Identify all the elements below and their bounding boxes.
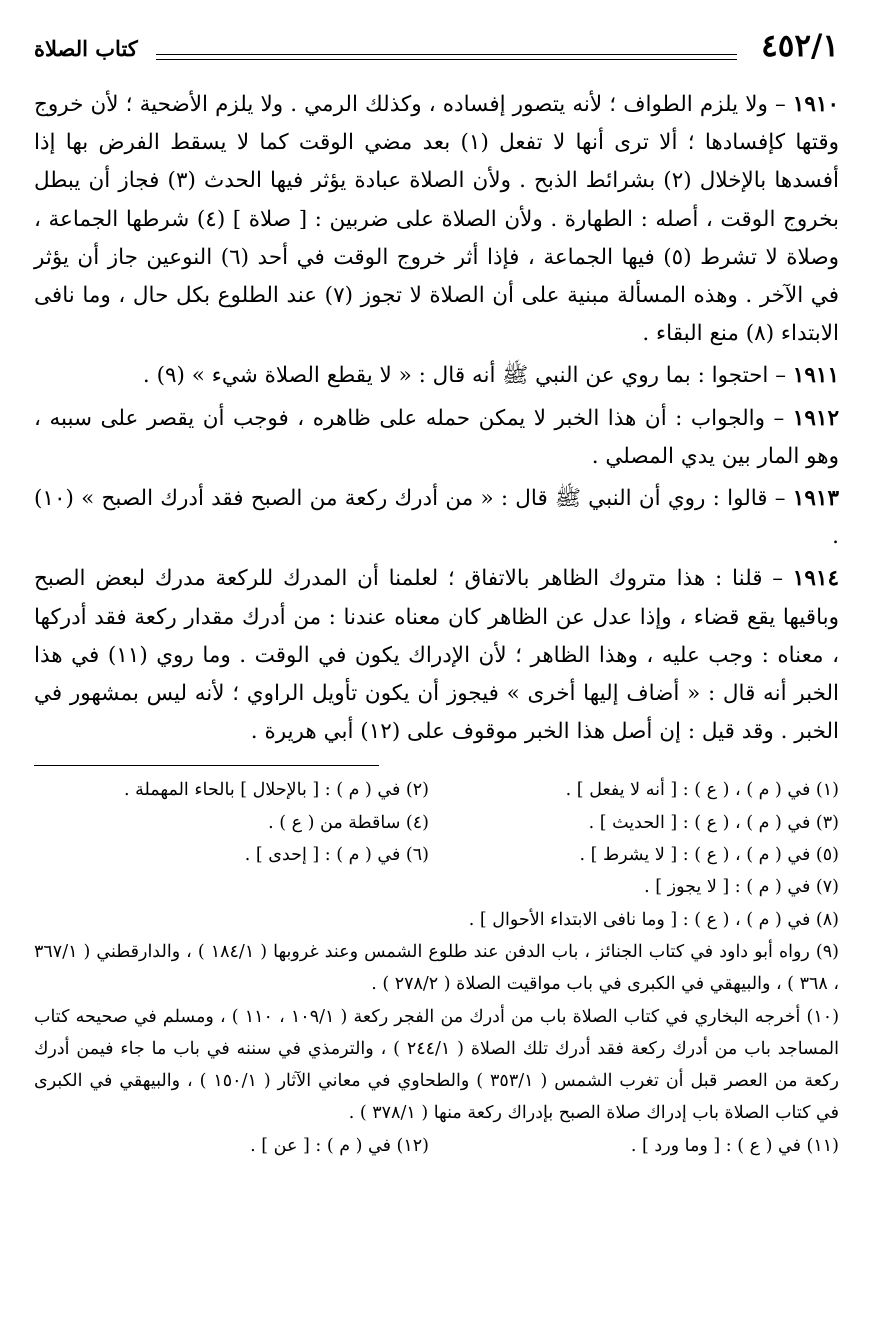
page-number: ٤٥٢/١	[761, 28, 839, 64]
header-rule	[156, 54, 737, 60]
page	[34, 28, 839, 1162]
paragraph-1912	[34, 400, 839, 476]
paragraph-text: – والجواب : أن هذا الخبر لا يمكن حمله على ظاهره ، فوجب أن يقصر على سببه ، وهو المار بين يدي المصلي .	[34, 405, 839, 469]
footnote-1: (١) في ( م ) ، ( ع ) : [ أنه لا يفعل ] .	[565, 780, 839, 801]
paragraph-number: ١٩١١	[792, 363, 839, 389]
footnote-5: (٥) في ( م ) ، ( ع ) : [ لا يشرط ] .	[579, 845, 839, 866]
chapter-title: كتاب الصلاة	[34, 36, 138, 61]
footnote-10: (١٠) أخرجه البخاري في كتاب الصلاة باب من أدرك من الفجر ركعة ( ١٠٩/١ ، ١١٠ ) ، ومسلم في صحيحه كتاب المساجد باب من أدرك ركعة فقد أدرك تلك الصلاة ( ٢٤٤/١ ) ، والترمذي في سننه في باب ما جاء فيمن أدرك ركعة من العصر قبل أن تغرب الشمس ( ٣٥٣/١ ) والطحاوي في معاني الآثار ( ١٥٠/١ ) ، والبيهقي في الكبرى في كتاب الصلاة باب إدراك صلاة الصبح بإدراك ركعة منها ( ٣٧٨/١ ) .	[34, 1006, 840, 1124]
footnote-11: (١١) في ( ع ) : [ وما ورد ] .	[630, 1135, 839, 1156]
paragraph-number: ١٩١٠	[792, 92, 839, 117]
footnote-12: (١٢) في ( م ) : [ عن ] .	[250, 1135, 429, 1156]
paragraph-1913	[34, 480, 839, 556]
footnotes	[34, 774, 839, 1162]
paragraph-text: – قالوا : روي أن النبي ﷺ قال : « من أدرك ركعة من الصبح فقد أدرك الصبح » (١٠) .	[34, 486, 839, 550]
footnote-row	[34, 774, 839, 806]
footnote-separator	[34, 765, 379, 766]
footnote-row	[34, 1130, 839, 1162]
paragraph-1914	[34, 560, 839, 751]
main-text	[34, 86, 839, 751]
paragraph-number: ١٩١٣	[792, 486, 839, 512]
footnote-row	[34, 839, 839, 871]
footnote-6: (٦) في ( م ) : [ إحدى ] .	[244, 845, 429, 866]
footnote-4: (٤) ساقطة من ( ع ) .	[268, 812, 429, 833]
paragraph-1910	[34, 86, 839, 353]
footnote-7: (٧) في ( م ) : [ لا يجوز ] .	[644, 877, 839, 898]
paragraph-text: – ولا يلزم الطواف ؛ لأنه يتصور إفساده ، وكذلك الرمي . ولا يلزم الأضحية ؛ لأن خروج وقتها كإفسادها ؛ ألا ترى أنها لا تفعل (١) بعد مضي الوقت كما لا يسقط الفرض بها إذا أفسدها بالإخلال (٢) بشرائط الذبح . ولأن الصلاة عبادة يؤثر فيها الحدث (٣) فجاز أن يبطل بخروج الوقت ، أصله : الطهارة . ولأن الصلاة على ضربين : [ صلاة ] (٤) شرطها الجماعة ، وصلاة لا تشرط (٥) فيها الجماعة ، فإذا أثر خروج الوقت في أحد (٦) النوعين جاز أن يؤثر في الآخر . وهذه المسألة مبنية على أن الصلاة لا تجوز (٧) عند الطلوع بكل حال ، وما نافى الابتداء (٨) منع البقاء .	[34, 92, 839, 347]
footnote-9: (٩) رواه أبو داود في كتاب الجنائز ، باب الدفن عند طلوع الشمس وعند غروبها ( ١٨٤/١ ) ، والدارقطني ( ٣٦٧/١ ، ٣٦٨ ) ، والبيهقي في الكبرى في باب مواقيت الصلاة ( ٢٧٨/٢ ) .	[34, 941, 839, 995]
paragraph-text: – قلنا : هذا متروك الظاهر بالاتفاق ؛ لعلمنا أن المدرك للركعة مدرك لبعض الصبح وباقيها يقع قضاء ، وإذا عدل عن الظاهر كان معناه عندنا : من أدرك مقدار ركعة فقد أدركها ، معناه : وجب عليه ، وهذا الظاهر ؛ لأن الإدراك يكون في الوقت . وما روي (١١) في هذا الخبر أنه قال : « أضاف إليها أخرى » فيجوز أن يكون تأويل الراوي ؛ لأنه ليس بمشهور في الخبر . وقد قيل : إن أصل هذا الخبر موقوف على (١٢) أبي هريرة .	[34, 566, 840, 745]
footnote-8: (٨) في ( م ) ، ( ع ) : [ وما نافى الابتداء الأحوال ] .	[468, 909, 839, 930]
footnote-2: (٢) في ( م ) : [ بالإحلال ] بالحاء المهملة .	[123, 780, 429, 801]
paragraph-number: ١٩١٤	[792, 566, 839, 592]
paragraph-text: – احتجوا : بما روي عن النبي ﷺ أنه قال : « لا يقطع الصلاة شيء » (٩) .	[142, 363, 793, 389]
running-header	[34, 28, 839, 72]
footnote-row	[34, 807, 839, 839]
footnote-3: (٣) في ( م ) ، ( ع ) : [ الحديث ] .	[588, 812, 839, 833]
paragraph-number: ١٩١٢	[792, 405, 839, 431]
paragraph-1911	[34, 357, 839, 395]
